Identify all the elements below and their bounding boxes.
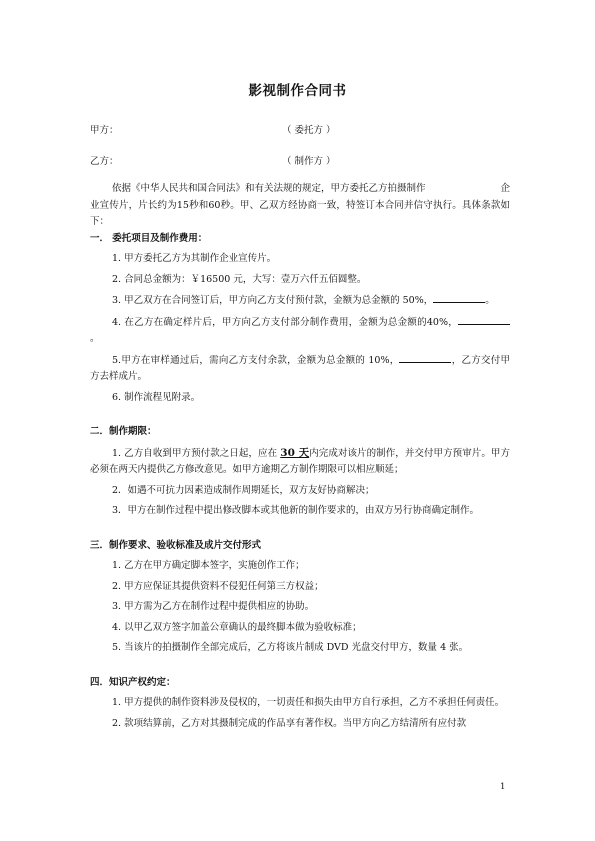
s3-item-3: 3. 甲方需为乙方在制作过程中提供相应的协助。 (112, 601, 315, 612)
party-b-role: （ 制作方 ） (282, 156, 336, 167)
section-1-heading: 一． 委托项目及制作费用： (90, 232, 208, 244)
contract-body (90, 181, 510, 732)
blank-field (433, 292, 485, 303)
s2-item-2: 2．如遇不可抗力因素造成制作周期延长，双方友好协商解决； (112, 484, 375, 496)
intro-line-1: 依据《中华人民共和国合同法》和有关法规的规定，甲方委托乙方拍摄制作 企 (112, 183, 510, 194)
s3-item-5: 5. 当该片的拍摄制作全部完成后，乙方将该片制成 DVD 光盘交付甲方，数量 4 张。 (112, 642, 469, 653)
intro-rest: 业宣传片，片长约为15秒和60秒。甲、乙双方经协商一致，特签订本合同并信守执行。具体条款如下： (90, 199, 510, 227)
section-2-heading: 二．制作期限： (90, 426, 157, 437)
s2-item-3: 3．甲方在制作过程中提出修改脚本或其他新的制作要求的，由双方另行协商确定制作。 (112, 505, 480, 516)
page-number: 1 (500, 782, 506, 792)
s1-item-2: 2. 合同总金额为：￥16500 元，大写：壹万六仟五佰圆整。 (112, 273, 367, 285)
party-b-label: 乙方： (90, 156, 119, 167)
party-a-role: （ 委托方 ） (282, 125, 336, 136)
s1-item-4: 4. 在乙方在确定样片后，甲方向乙方支付部分制作费用，金额为总金额的40%，。 (90, 314, 510, 348)
s4-item-1: 1. 甲方提供的制作资料涉及侵权的，一切责任和损失由甲方自行承担，乙方不承担任何责任。 (112, 697, 505, 708)
s3-item-1: 1. 乙方在甲方确定脚本签字，实施创作工作； (112, 560, 305, 571)
blank-field (458, 314, 510, 325)
party-a-label: 甲方： (90, 125, 119, 136)
s2-item-1: 1. 乙方自收到甲方预付款之日起，应在 30 天内完成对该片的制作，并交付甲方预审片。甲方必须在两天内提供乙方修改意见。如甲方逾期乙方制作期限可以相应顺延； (90, 446, 510, 475)
blank-field (399, 352, 451, 363)
section-4-heading: 四．知识产权约定： (90, 676, 176, 688)
party-b-line (90, 153, 510, 167)
party-a-line (90, 122, 510, 136)
deadline-days: 30 天 (280, 446, 310, 459)
s1-item-1: 1. 甲方委托乙方为其制作企业宣传片。 (112, 253, 277, 264)
s1-item-6: 6. 制作流程见附录。 (112, 391, 201, 403)
s1-item-5: 5.甲方在审样通过后，需向乙方支付余款，金额为总金额的 10%， ，乙方交付甲方去样成片。 (90, 352, 510, 386)
s3-item-4: 4. 以甲乙双方签字加盖公章确认的最终脚本做为验收标准； (112, 621, 362, 633)
s1-item-3: 3. 甲乙双方在合同签订后，甲方向乙方支付预付款，金额为总金额的 50%， 。 (90, 292, 510, 310)
section-3-heading: 三．制作要求、验收标准及成片交付形式 (90, 539, 262, 551)
s4-item-2: 2. 款项结算前，乙方对其摄制完成的作品享有著作权。当甲方向乙方结清所有应付款 (112, 717, 467, 729)
s3-item-2: 2. 甲方应保证其提供资料不侵犯任何第三方权益； (112, 580, 324, 592)
document-title: 影视制作合同书 (248, 83, 347, 99)
